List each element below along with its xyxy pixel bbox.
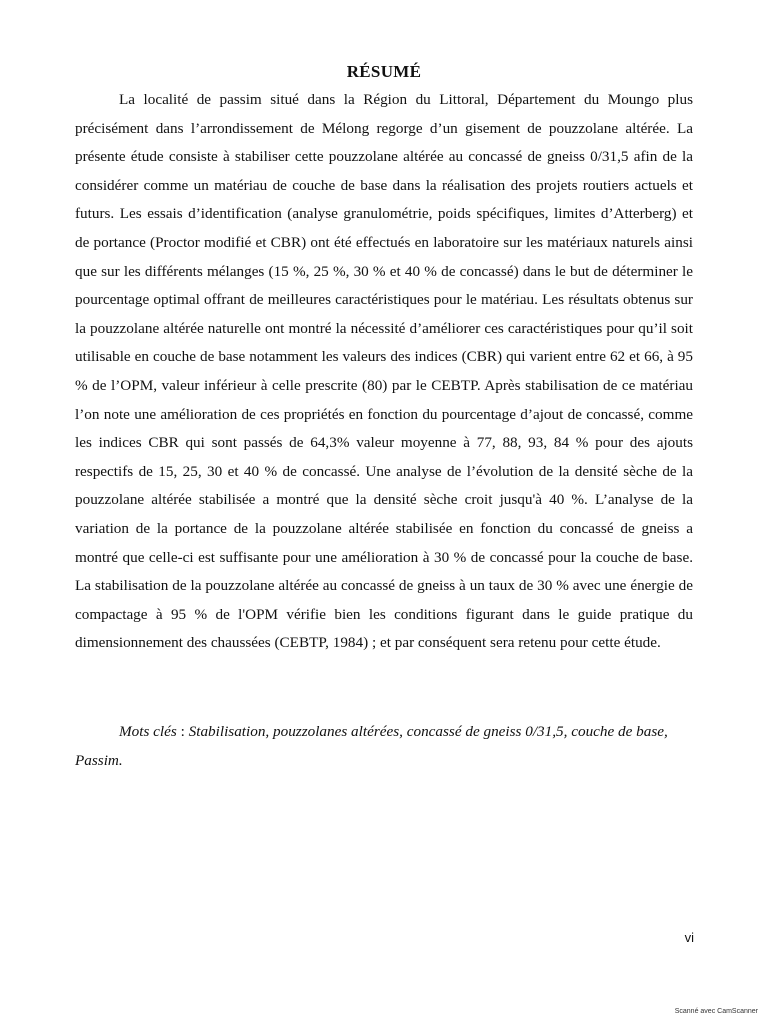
scanner-watermark: Scanné avec CamScanner bbox=[674, 1008, 758, 1015]
abstract-title: RÉSUMÉ bbox=[346, 62, 422, 81]
page-number: vi bbox=[684, 930, 694, 945]
keywords-label: Mots clés bbox=[119, 723, 177, 740]
keywords-paragraph bbox=[75, 718, 693, 775]
abstract-paragraph: La localité de passim situé dans la Région du Littoral, Département du Moungo plus précisément dans l’arrondissement de Mélong regorge d’un gisement de pouzzolane altérée. La présente étude consiste à stabiliser cette pouzzolane altérée au concassé de gneiss 0/31,5 afin de la considérer comme un matériau de couche de base dans la réalisation des projets routiers actuels et futurs. Les essais d’identification (analyse granulométrie, poids spécifiques, limites d’Atterberg) et de portance (Proctor modifié et CBR) ont été effectués en laboratoire sur les matériaux naturels ainsi que sur les différents mélanges (15 %, 25 %, 30 % et 40 % de concassé) dans le but de déterminer le pourcentage optimal offrant de meilleures caractéristiques pour le matériau. Les résultats obtenus sur la pouzzolane altérée naturelle ont montré la nécessité d’améliorer ces caractéristiques pour qu’il soit utilisable en couche de base notamment les valeurs des indices (CBR) qui varient entre 62 et 66, à 95 % de l’OPM, valeur inférieur à celle prescrite (80) par le CEBTP. Après stabilisation de ce matériau l’on note une amélioration de ces propriétés en fonction du pourcentage d’ajout de concassé, comme les indices CBR qui sont passés de 64,3% valeur moyenne à 77, 88, 93, 84 % pour des ajouts respectifs de 15, 25, 30 et 40 % de concassé. Une analyse de l’évolution de la densité sèche de la pouzzolane altérée stabilisée a montré que la densité sèche croit jusqu'à 40 %. L’analyse de la variation de la portance de la pouzzolane altérée stabilisée en fonction du concassé de gneiss a montré que celle-ci est suffisante pour une amélioration à 30 % de concassé pour la couche de base. La stabilisation de la pouzzolane altérée au concassé de gneiss à un taux de 30 % avec une énergie de compactage à 95 % de l'OPM vérifie bien les conditions figurant dans le guide pratique du dimensionnement des chaussées (CEBTP, 1984) ; et par conséquent sera retenu pour cette étude. bbox=[75, 91, 693, 652]
keywords-list: Stabilisation, pouzzolanes altérées, concassé de gneiss 0/31,5, couche de base, Passim. bbox=[75, 723, 668, 769]
keywords-separator: : bbox=[176, 723, 189, 740]
